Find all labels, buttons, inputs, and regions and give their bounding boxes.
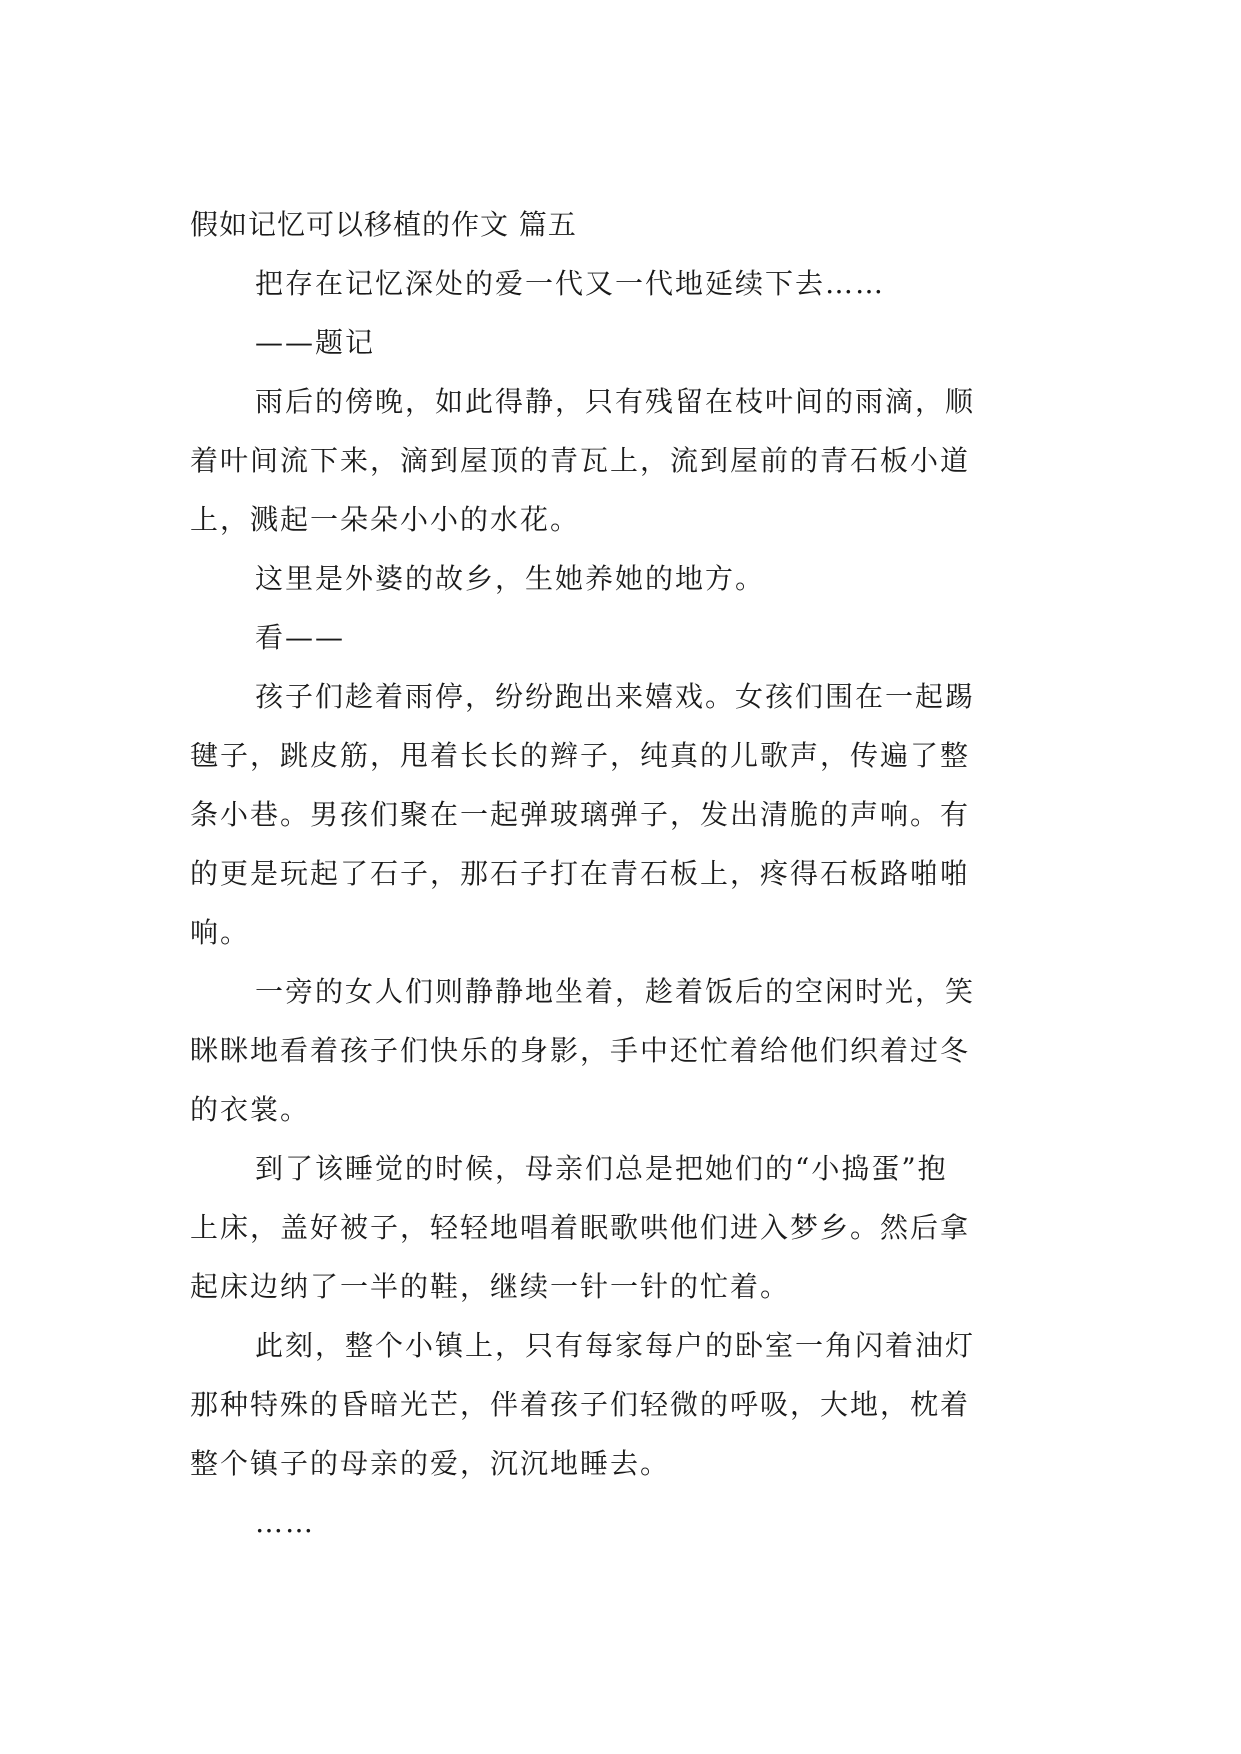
paragraph-7 (190, 1316, 1052, 1493)
paragraph-line: 的更是玩起了石子，那石子打在青石板上，疼得石板路啪啪 (190, 857, 971, 890)
paragraph-line: 起床边纳了一半的鞋，继续一针一针的忙着。 (190, 1270, 791, 1303)
paragraph-line: 上床，盖好被子，轻轻地唱着眠歌哄他们进入梦乡。然后拿 (190, 1211, 971, 1244)
paragraph-4 (190, 667, 1052, 962)
paragraph-line: 上，溅起一朵朵小小的水花。 (190, 503, 581, 536)
paragraph-8 (190, 1493, 1052, 1552)
paragraph-line: 的衣裳。 (190, 1093, 311, 1126)
paragraph-3 (190, 608, 1052, 667)
document-body (190, 195, 1052, 1552)
paragraph-line: 这里是外婆的故乡，生她养她的地方。 (255, 562, 766, 595)
paragraph-6 (190, 1139, 1052, 1316)
paragraph-2 (190, 549, 1052, 608)
paragraph-line: 一旁的女人们则静静地坐着，趁着饭后的空闲时光，笑 (255, 975, 976, 1008)
epigraph: 把存在记忆深处的爱一代又一代地延续下去…… (255, 267, 886, 300)
paragraph-line: 响。 (190, 916, 251, 949)
paragraph-line: 孩子们趁着雨停，纷纷跑出来嬉戏。女孩们围在一起踢 (255, 680, 976, 713)
paragraph-line: 那种特殊的昏暗光芒，伴着孩子们轻微的呼吸，大地，枕着 (190, 1388, 971, 1421)
paragraph-line: 毽子，跳皮筋，甩着长长的辫子，纯真的儿歌声，传遍了整 (190, 739, 971, 772)
paragraph-line: 此刻，整个小镇上，只有每家每户的卧室一角闪着油灯 (255, 1329, 976, 1362)
paragraph-line: 眯眯地看着孩子们快乐的身影，手中还忙着给他们织着过冬 (190, 1034, 971, 1067)
epigraph-attribution: ——题记 (255, 326, 376, 359)
paragraph-line: 看—— (255, 621, 346, 654)
paragraph-line: 雨后的傍晚，如此得静，只有残留在枝叶间的雨滴，顺 (255, 385, 976, 418)
paragraph-5 (190, 962, 1052, 1139)
paragraph-line: 条小巷。男孩们聚在一起弹玻璃弹子，发出清脆的声响。有 (190, 798, 971, 831)
paragraph-line: 到了该睡觉的时候，母亲们总是把她们的“小捣蛋”抱 (255, 1152, 948, 1185)
paragraph-1 (190, 372, 1052, 549)
document-title: 假如记忆可以移植的作文 篇五 (190, 208, 577, 241)
ellipsis-line: …… (255, 1506, 315, 1539)
paragraph-line: 整个镇子的母亲的爱，沉沉地睡去。 (190, 1447, 671, 1480)
paragraph-line: 着叶间流下来，滴到屋顶的青瓦上，流到屋前的青石板小道 (190, 444, 971, 477)
